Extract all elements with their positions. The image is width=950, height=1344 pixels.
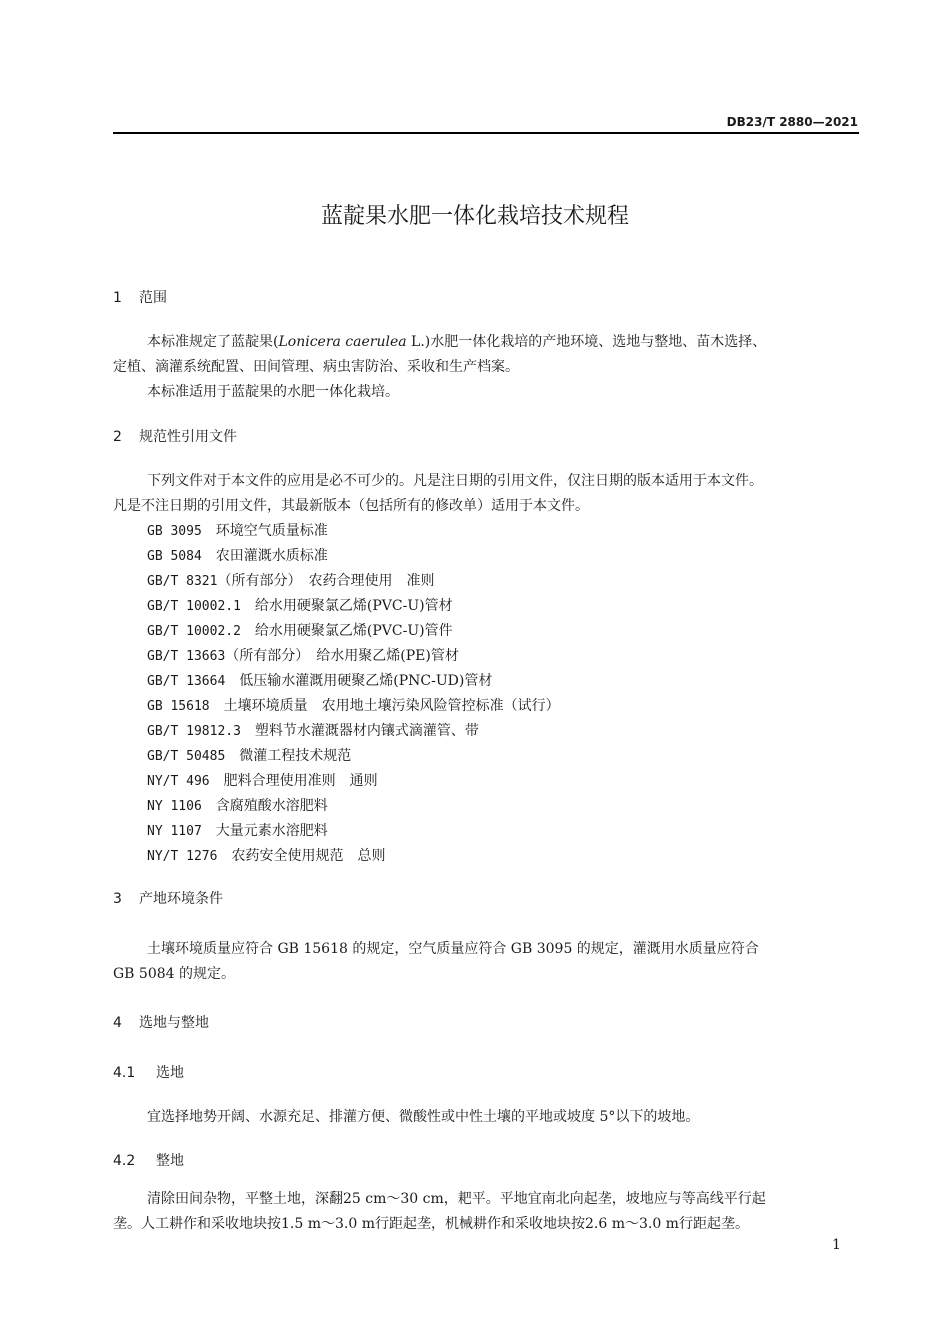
reference-item	[147, 695, 560, 715]
text-run: 本标准规定了蓝靛果(	[147, 334, 279, 350]
reference-name: 塑料节水灌溉器材内镶式滴灌管、带	[254, 723, 479, 739]
reference-code: GB 3095	[147, 524, 202, 539]
reference-name: 低压输水灌溉用硬聚乙烯(PNC-UD)管材	[239, 673, 493, 689]
section-1-heading	[113, 287, 167, 307]
document-title: 蓝靛果水肥一体化栽培技术规程	[320, 204, 629, 229]
section-title: 选地	[156, 1065, 184, 1081]
reference-name: 农药安全使用规范 总则	[231, 848, 386, 864]
reference-name: 土壤环境质量 农用地土壤污染风险管控标准（试行）	[223, 698, 560, 714]
text-run: L.)水肥一体化栽培的产地环境、选地与整地、苗木选择、	[406, 334, 767, 350]
reference-code: GB 15618	[147, 699, 210, 714]
reference-item	[147, 620, 453, 640]
land-prep-line-1: 清除田间杂物，平整土地，深翻25 cm～30 cm，耙平。平地宜南北向起垄，坡地应与等高线平行起	[147, 1191, 766, 1207]
reference-name: 给水用硬聚氯乙烯(PVC-U)管材	[254, 598, 453, 614]
reference-item	[147, 720, 479, 740]
reference-item	[147, 670, 492, 690]
section-4-1-heading	[113, 1062, 184, 1082]
page-number: 1	[832, 1237, 841, 1253]
section-title: 整地	[156, 1153, 184, 1169]
refs-intro-line-2: 凡是不注日期的引用文件，其最新版本（包括所有的修改单）适用于本文件。	[113, 498, 589, 514]
reference-item	[147, 645, 459, 665]
section-title: 选地与整地	[139, 1015, 209, 1031]
reference-item	[147, 820, 328, 840]
section-number: 4	[113, 1015, 122, 1031]
reference-code: GB/T 50485	[147, 749, 226, 764]
reference-name: 微灌工程技术规范	[239, 748, 352, 764]
reference-item	[147, 845, 385, 865]
reference-code: GB/T 10002.2	[147, 624, 241, 639]
site-selection-text: 宜选择地势开阔、水源充足、排灌方便、微酸性或中性土壤的平地或坡度 5°以下的坡地。	[147, 1109, 700, 1125]
reference-name: （所有部分） 农药合理使用 准则	[217, 573, 435, 589]
section-number: 4.2	[113, 1153, 136, 1169]
section-number: 1	[113, 290, 122, 306]
reference-name: 给水用硬聚氯乙烯(PVC-U)管件	[254, 623, 453, 639]
reference-name: 环境空气质量标准	[215, 523, 328, 539]
reference-code: NY 1107	[147, 824, 202, 839]
land-prep-line-2: 垄。人工耕作和采收地块按1.5 m～3.0 m行距起垄，机械耕作和采收地块按2.6 m～3.0 m行距起垄。	[113, 1216, 749, 1232]
section-title: 产地环境条件	[139, 891, 223, 907]
reference-code: GB/T 19812.3	[147, 724, 241, 739]
reference-code: GB 5084	[147, 549, 202, 564]
refs-intro-line-1: 下列文件对于本文件的应用是必不可少的。凡是注日期的引用文件，仅注日期的版本适用于本文件。	[147, 473, 763, 489]
section-4-heading	[113, 1012, 209, 1032]
reference-code: GB/T 8321	[147, 574, 218, 589]
latin-name: Lonicera caerulea	[278, 334, 407, 350]
header-rule	[113, 132, 859, 134]
reference-code: NY/T 1276	[147, 849, 218, 864]
section-title: 范围	[139, 290, 167, 306]
reference-code: GB/T 10002.1	[147, 599, 241, 614]
scope-paragraph-line-2: 定植、滴灌系统配置、田间管理、病虫害防治、采收和生产档案。	[113, 359, 519, 375]
reference-code: GB/T 13664	[147, 674, 226, 689]
reference-item	[147, 770, 378, 790]
reference-name: 含腐殖酸水溶肥料	[215, 798, 328, 814]
text-run	[147, 331, 766, 351]
reference-name: 大量元素水溶肥料	[215, 823, 328, 839]
scope-applicability: 本标准适用于蓝靛果的水肥一体化栽培。	[147, 384, 399, 400]
reference-code: NY/T 496	[147, 774, 210, 789]
reference-name: 农田灌溉水质标准	[215, 548, 328, 564]
section-4-2-heading	[113, 1150, 184, 1170]
reference-name: 肥料合理使用准则 通则	[223, 773, 378, 789]
reference-name: （所有部分） 给水用聚乙烯(PE)管材	[225, 648, 459, 664]
environment-paragraph-line-2: GB 5084 的规定。	[113, 966, 236, 982]
reference-item	[147, 795, 328, 815]
reference-item	[147, 745, 351, 765]
section-2-heading	[113, 426, 237, 446]
scope-paragraph-line-1	[147, 331, 859, 351]
reference-item	[147, 545, 328, 565]
section-number: 4.1	[113, 1065, 136, 1081]
environment-paragraph-line-1: 土壤环境质量应符合 GB 15618 的规定，空气质量应符合 GB 3095 的规定，灌溉用水质量应符合	[147, 941, 759, 957]
section-number: 3	[113, 891, 122, 907]
section-title: 规范性引用文件	[139, 429, 237, 445]
section-number: 2	[113, 429, 122, 445]
reference-code: GB/T 13663	[147, 649, 226, 664]
reference-code: NY 1106	[147, 799, 202, 814]
section-3-heading	[113, 888, 223, 908]
reference-item	[147, 595, 453, 615]
standard-code: DB23/T 2880—2021	[726, 115, 858, 129]
reference-item	[147, 520, 328, 540]
reference-item	[147, 570, 434, 590]
